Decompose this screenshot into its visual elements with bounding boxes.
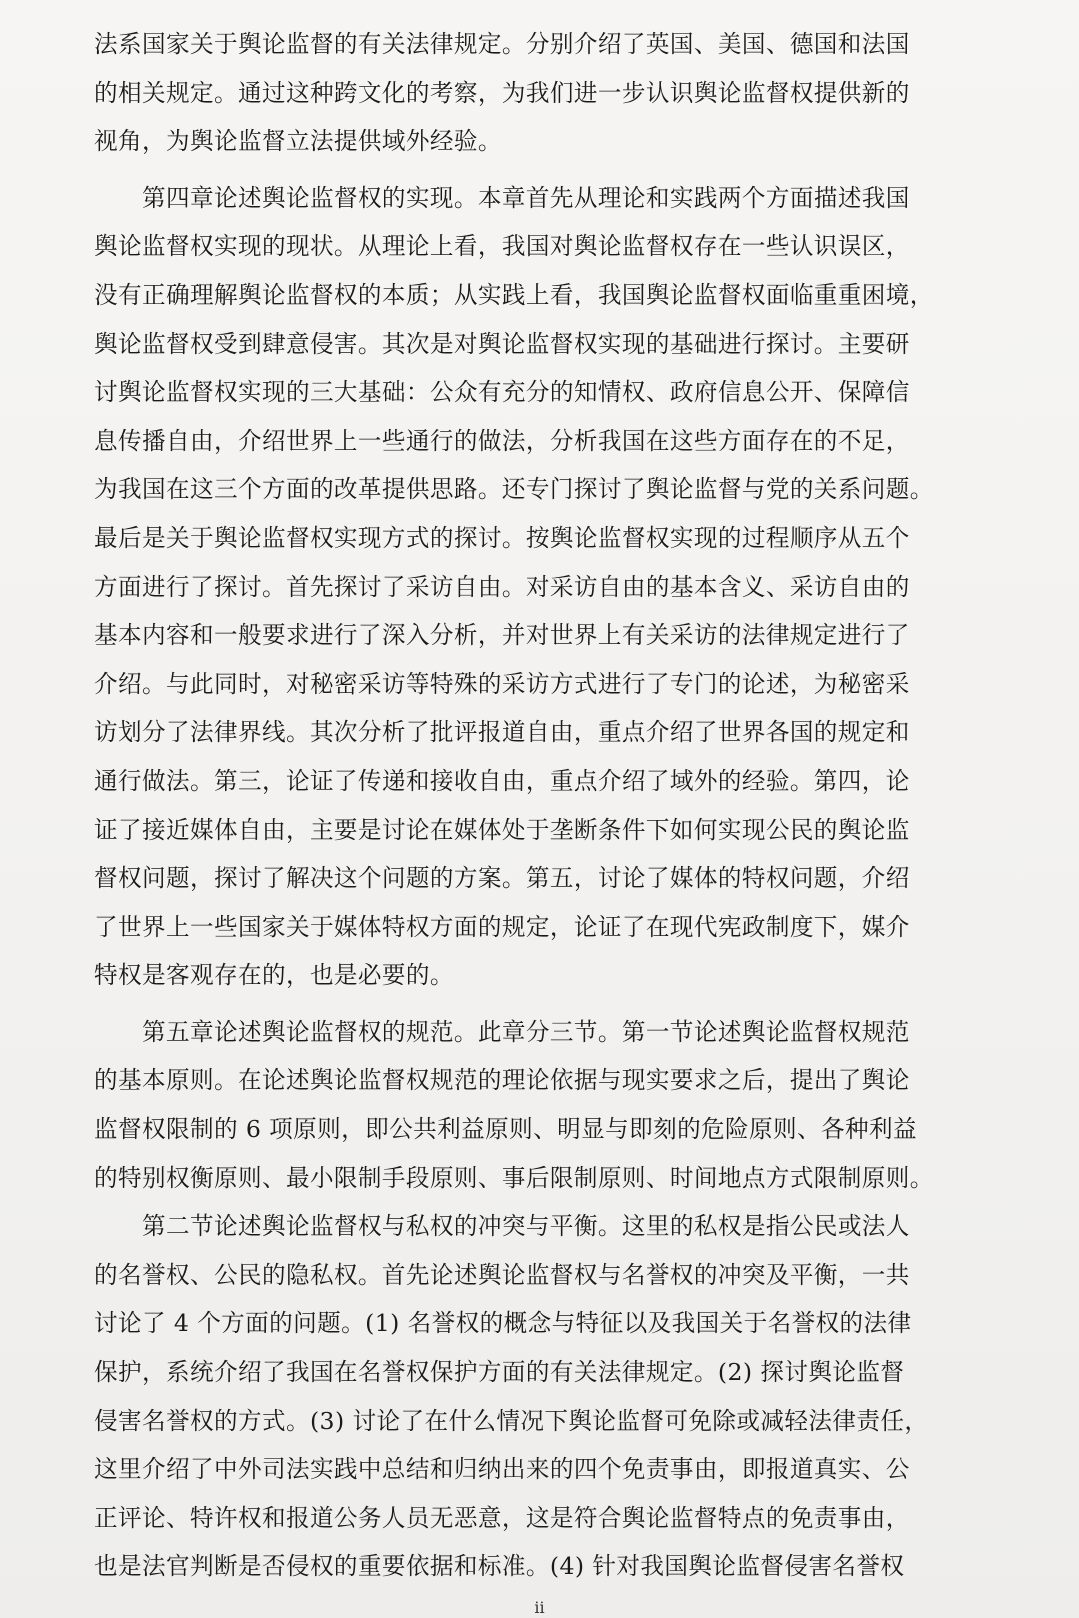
text-line: 为我国在这三个方面的改革提供思路。还专门探讨了舆论监督与党的关系问题。 (94, 475, 934, 504)
text-line: 了世界上一些国家关于媒体特权方面的规定，论证了在现代宪政制度下，媒介 (94, 912, 910, 941)
text-line: 讨论了 4 个方面的问题。(1) 名誉权的概念与特征以及我国关于名誉权的法律 (94, 1309, 912, 1338)
text-line: 督权问题，探讨了解决这个问题的方案。第五，讨论了媒体的特权问题，介绍 (94, 864, 910, 893)
text-line: 舆论监督权受到肆意侵害。其次是对舆论监督权实现的基础进行探讨。主要研 (94, 329, 910, 358)
text-line: 讨舆论监督权实现的三大基础：公众有充分的知情权、政府信息公开、保障信 (94, 378, 910, 407)
text-line: 的基本原则。在论述舆论监督权规范的理论依据与现实要求之后，提出了舆论 (94, 1066, 910, 1095)
text-line: 侵害名誉权的方式。(3) 讨论了在什么情况下舆论监督可免除或减轻法律责任， (94, 1406, 929, 1435)
text-line: 法系国家关于舆论监督的有关法律规定。分别介绍了英国、美国、德国和法国 (94, 30, 910, 58)
paragraph-start-chapter-five: 第五章论述舆论监督权的规范。此章分三节。第一节论述舆论监督权规范 (142, 1017, 910, 1046)
text-line: 介绍。与此同时，对秘密采访等特殊的采访方式进行了专门的论述，为秘密采 (94, 669, 910, 698)
page-number: ii (534, 1598, 545, 1617)
paragraph-start-chapter-four: 第四章论述舆论监督权的实现。本章首先从理论和实践两个方面描述我国 (142, 183, 910, 212)
text-line: 视角，为舆论监督立法提供域外经验。 (94, 127, 502, 156)
text-line: 没有正确理解舆论监督权的本质；从实践上看，我国舆论监督权面临重重困境， (94, 280, 934, 309)
text-line: 的特别权衡原则、最小限制手段原则、事后限制原则、时间地点方式限制原则。 (94, 1163, 934, 1192)
text-line: 保护，系统介绍了我国在名誉权保护方面的有关法律规定。(2) 探讨舆论监督 (94, 1358, 905, 1387)
text-line: 最后是关于舆论监督权实现方式的探讨。按舆论监督权实现的过程顺序从五个 (94, 523, 910, 552)
text-line: 通行做法。第三，论证了传递和接收自由，重点介绍了域外的经验。第四，论 (94, 766, 910, 795)
text-line: 访划分了法律界线。其次分析了批评报道自由，重点介绍了世界各国的规定和 (94, 718, 910, 747)
text-line: 舆论监督权实现的现状。从理论上看，我国对舆论监督权存在一些认识误区， (94, 232, 910, 261)
text-line: 的相关规定。通过这种跨文化的考察，为我们进一步认识舆论监督权提供新的 (94, 78, 910, 107)
text-line: 证了接近媒体自由，主要是讨论在媒体处于垄断条件下如何实现公民的舆论监 (94, 815, 910, 844)
text-line: 方面进行了探讨。首先探讨了采访自由。对采访自由的基本含义、采访自由的 (94, 572, 910, 601)
text-line: 正评论、特许权和报道公务人员无恶意，这是符合舆论监督特点的免责事由， (94, 1503, 910, 1532)
body-text (94, 20, 984, 1591)
paragraph-start-section-two: 第二节论述舆论监督权与私权的冲突与平衡。这里的私权是指公民或法人 (142, 1212, 910, 1241)
text-line: 这里介绍了中外司法实践中总结和归纳出来的四个免责事由，即报道真实、公 (94, 1455, 910, 1484)
text-line: 也是法官判断是否侵权的重要依据和标准。(4) 针对我国舆论监督侵害名誉权 (94, 1552, 905, 1581)
text-line: 特权是客观存在的，也是必要的。 (94, 961, 454, 990)
text-line: 息传播自由，介绍世界上一些通行的做法，分析我国在这些方面存在的不足， (94, 426, 910, 455)
text-line: 基本内容和一般要求进行了深入分析，并对世界上有关采访的法律规定进行了 (94, 621, 910, 650)
text-line: 监督权限制的 6 项原则，即公共利益原则、明显与即刻的危险原则、各种利益 (94, 1115, 918, 1144)
text-line: 的名誉权、公民的隐私权。首先论述舆论监督权与名誉权的冲突及平衡，一共 (94, 1260, 910, 1289)
